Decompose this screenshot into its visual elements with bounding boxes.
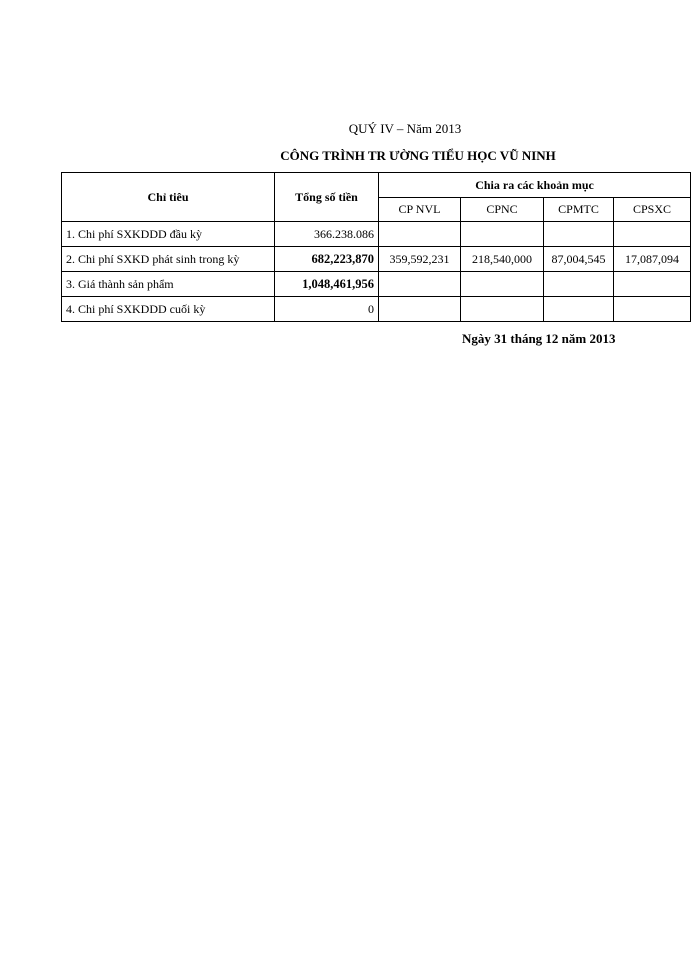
report-title: CÔNG TRÌNH TR ƯỜNG TIỂU HỌC VŨ NINH <box>280 148 556 163</box>
row-cpsxc <box>614 297 691 322</box>
row-cpnc <box>461 297 544 322</box>
cost-table <box>61 172 691 322</box>
row-cpmtc: 87,004,545 <box>544 247 614 272</box>
row-cp-nvl: 359,592,231 <box>379 247 461 272</box>
row-total: 0 <box>275 297 379 322</box>
header-row <box>62 173 691 198</box>
report-quarter: QUÝ IV – Năm 2013 <box>348 121 462 136</box>
row-cpnc <box>461 222 544 247</box>
row-label: 2. Chi phí SXKD phát sinh trong kỳ <box>62 247 275 272</box>
row-cp-nvl <box>379 297 461 322</box>
table-row <box>62 222 691 247</box>
row-cpmtc <box>544 297 614 322</box>
row-label: 1. Chi phí SXKDDD đầu kỳ <box>62 222 275 247</box>
report-date: Ngày 31 tháng 12 năm 2013 <box>462 331 616 346</box>
row-cpsxc: 17,087,094 <box>614 247 691 272</box>
col-header-cpnc: CPNC <box>461 198 544 222</box>
row-total: 366.238.086 <box>275 222 379 247</box>
row-cpmtc <box>544 272 614 297</box>
col-header-total: Tổng số tiền <box>275 173 379 222</box>
table-row <box>62 297 691 322</box>
row-cpnc: 218,540,000 <box>461 247 544 272</box>
col-header-breakdown: Chia ra các khoản mục <box>379 173 691 198</box>
col-header-cp-nvl: CP NVL <box>379 198 461 222</box>
row-label: 3. Giá thành sản phẩm <box>62 272 275 297</box>
row-cpnc <box>461 272 544 297</box>
row-cpsxc <box>614 272 691 297</box>
row-cpmtc <box>544 222 614 247</box>
col-header-cpsxc: CPSXC <box>614 198 691 222</box>
row-cpsxc <box>614 222 691 247</box>
row-cp-nvl <box>379 272 461 297</box>
col-header-indicator: Chỉ tiêu <box>62 173 275 222</box>
row-label: 4. Chi phí SXKDDD cuối kỳ <box>62 297 275 322</box>
col-header-cpmtc: CPMTC <box>544 198 614 222</box>
table-row <box>62 272 691 297</box>
row-total: 682,223,870 <box>275 247 379 272</box>
row-cp-nvl <box>379 222 461 247</box>
table-row <box>62 247 691 272</box>
row-total: 1,048,461,956 <box>275 272 379 297</box>
